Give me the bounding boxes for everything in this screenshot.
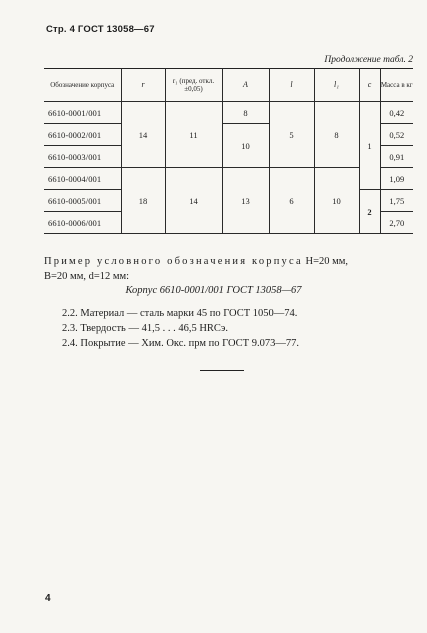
A-cell: 13 xyxy=(222,168,269,234)
header-A: A xyxy=(222,69,269,102)
mass-cell: 2,70 xyxy=(380,212,413,234)
table-row xyxy=(44,168,413,190)
page-header: Стр. 4 ГОСТ 13058—67 xyxy=(46,24,155,35)
header-l: l xyxy=(269,69,314,102)
l1-cell: 10 xyxy=(314,168,359,234)
r-cell: 14 xyxy=(121,102,165,168)
requirements-list xyxy=(62,306,299,351)
A-cell: 8 xyxy=(222,102,269,124)
table-row xyxy=(44,102,413,124)
designation-cell: 6610-0004/001 xyxy=(44,168,121,190)
designation-cell: 6610-0001/001 xyxy=(44,102,121,124)
example-designation: Корпус 6610-0001/001 ГОСТ 13058—67 xyxy=(125,285,302,296)
header-mass: Масса в кг xyxy=(380,69,413,102)
designation-cell: 6610-0005/001 xyxy=(44,190,121,212)
page-number: 4 xyxy=(45,593,51,604)
r1-cell: 14 xyxy=(165,168,222,234)
header-c: c xyxy=(359,69,380,102)
c-cell: 2 xyxy=(359,190,380,234)
r-cell: 18 xyxy=(121,168,165,234)
header-designation: Обозначение корпуса xyxy=(44,69,121,102)
designation-cell: 6610-0002/001 xyxy=(44,124,121,146)
header-r1: r₁ (пред. откл. ±0,05) xyxy=(165,69,222,102)
list-item: 2.4. Покрытие — Хим. Окс. прм по ГОСТ 9.073—77. xyxy=(62,338,299,349)
l1-cell: 8 xyxy=(314,102,359,168)
designation-cell: 6610-0003/001 xyxy=(44,146,121,168)
example-line-1 xyxy=(44,254,414,269)
c-cell: 1 xyxy=(359,102,380,190)
list-item: 2.3. Твердость — 41,5 . . . 46,5 HRCэ. xyxy=(62,323,229,334)
header-r: r xyxy=(121,69,165,102)
A-cell: 10 xyxy=(222,124,269,168)
r1-cell: 11 xyxy=(165,102,222,168)
l-cell: 6 xyxy=(269,168,314,234)
mass-cell: 1,75 xyxy=(380,190,413,212)
mass-cell: 0,91 xyxy=(380,146,413,168)
designation-cell: 6610-0006/001 xyxy=(44,212,121,234)
dimensions-table xyxy=(44,68,413,234)
example-height: H=20 мм, xyxy=(305,256,349,267)
l-cell: 5 xyxy=(269,102,314,168)
example-lead: Пример условного обозначения корпуса xyxy=(44,256,303,267)
table-header-row xyxy=(44,69,413,102)
mass-cell: 1,09 xyxy=(380,168,413,190)
table-continuation-label: Продолжение табл. 2 xyxy=(324,55,413,65)
end-divider xyxy=(200,370,244,371)
example-paragraph xyxy=(44,254,414,284)
list-item: 2.2. Материал — сталь марки 45 по ГОСТ 1050—74. xyxy=(62,308,298,319)
header-l1: l₁ xyxy=(314,69,359,102)
mass-cell: 0,42 xyxy=(380,102,413,124)
example-line-2: B=20 мм, d=12 мм: xyxy=(44,271,130,282)
mass-cell: 0,52 xyxy=(380,124,413,146)
